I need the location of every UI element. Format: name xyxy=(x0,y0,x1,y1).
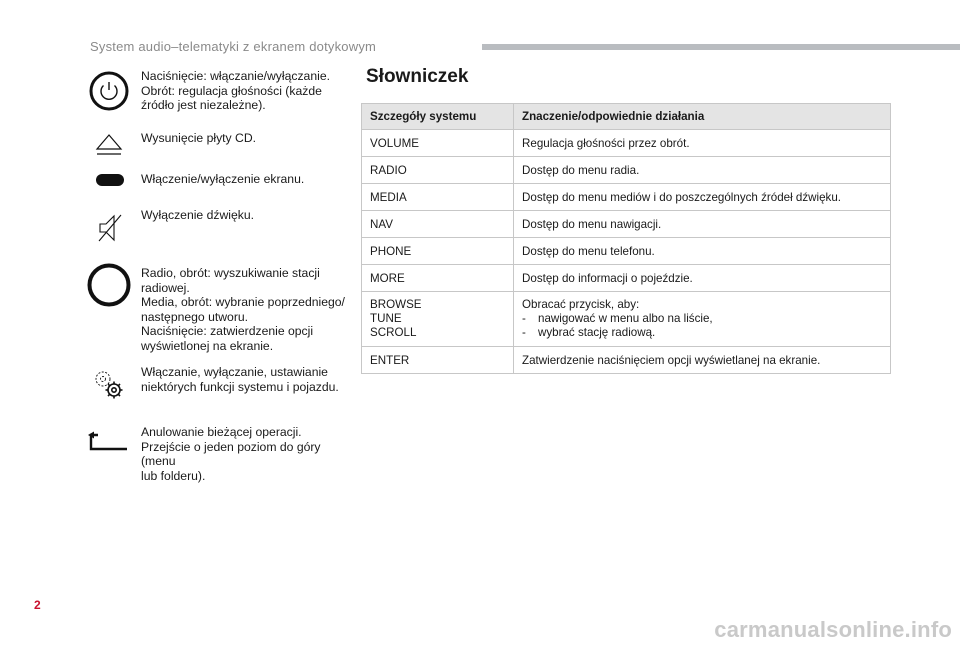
term-cell: NAV xyxy=(362,211,514,238)
back-icon xyxy=(88,430,130,454)
table-row xyxy=(362,157,891,184)
glossary-table xyxy=(361,103,891,374)
description-cell: Dostęp do menu radia. xyxy=(514,157,891,184)
description-cell: Dostęp do menu nawigacji. xyxy=(514,211,891,238)
term-cell: MEDIA xyxy=(362,184,514,211)
column-header-meaning: Znaczenie/odpowiednie działania xyxy=(514,104,891,130)
eject-icon xyxy=(94,132,124,158)
bullet-item: - nawigować w menu albo na liście, xyxy=(522,312,713,325)
description-cell: Regulacja głośności przez obrót. xyxy=(514,130,891,157)
control-description-back: Anulowanie bieżącej operacji. Przejście o jeden poziom do góry (menu lub folderu). xyxy=(141,425,321,483)
term-cell xyxy=(362,292,514,347)
term-line: BROWSE xyxy=(370,298,422,311)
control-description-knob: Radio, obrót: wyszukiwanie stacji radiowej. Media, obrót: wybranie poprzedniego/ następnego utworu. Naciśnięcie: zatwierdzenie opcji wyświetlonej na ekranie. xyxy=(141,266,345,353)
table-row xyxy=(362,292,891,347)
control-description-mute: Wyłączenie dźwięku. xyxy=(141,208,255,222)
table-row xyxy=(362,130,891,157)
term-line: TUNE xyxy=(370,312,402,325)
table-row xyxy=(362,238,891,265)
description-cell xyxy=(514,292,891,347)
settings-icon xyxy=(92,368,126,402)
term-cell: ENTER xyxy=(362,347,514,374)
description-cell: Zatwierdzenie naciśnięciem opcji wyświetlanej na ekranie. xyxy=(514,347,891,374)
description-cell: Dostęp do menu mediów i do poszczególnych źródeł dźwięku. xyxy=(514,184,891,211)
column-header-term: Szczegóły systemu xyxy=(362,104,514,130)
table-row xyxy=(362,184,891,211)
page-header-title: System audio–telematyki z ekranem dotykowym xyxy=(90,39,377,54)
term-cell: PHONE xyxy=(362,238,514,265)
mute-icon xyxy=(97,212,123,244)
control-description-power: Naciśnięcie: włączanie/wyłączanie. Obrót: regulacja głośności (każde źródło jest niezależne). xyxy=(141,69,330,112)
term-cell: MORE xyxy=(362,265,514,292)
term-cell: RADIO xyxy=(362,157,514,184)
control-description-settings: Włączanie, wyłączanie, ustawianie niektórych funkcji systemu i pojazdu. xyxy=(141,365,339,394)
table-row xyxy=(362,265,891,292)
term-line: SCROLL xyxy=(370,326,417,339)
power-icon xyxy=(89,71,129,111)
knob-icon xyxy=(87,263,131,307)
bullet-item: - wybrać stację radiową. xyxy=(522,326,656,339)
watermark: carmanualsonline.info xyxy=(714,617,952,642)
page-number: 2 xyxy=(34,598,41,612)
description-line: Obracać przycisk, aby: xyxy=(522,298,640,311)
control-description-eject: Wysunięcie płyty CD. xyxy=(141,131,257,145)
screen-icon xyxy=(95,172,125,188)
description-cell: Dostęp do menu telefonu. xyxy=(514,238,891,265)
table-row xyxy=(362,211,891,238)
control-description-screen: Włączenie/wyłączenie ekranu. xyxy=(141,172,305,186)
header-bar xyxy=(482,44,960,50)
table-row xyxy=(362,347,891,374)
term-cell: VOLUME xyxy=(362,130,514,157)
glossary-title: Słowniczek xyxy=(366,66,469,87)
table-header-row xyxy=(362,104,891,130)
description-cell: Dostęp do informacji o pojeździe. xyxy=(514,265,891,292)
